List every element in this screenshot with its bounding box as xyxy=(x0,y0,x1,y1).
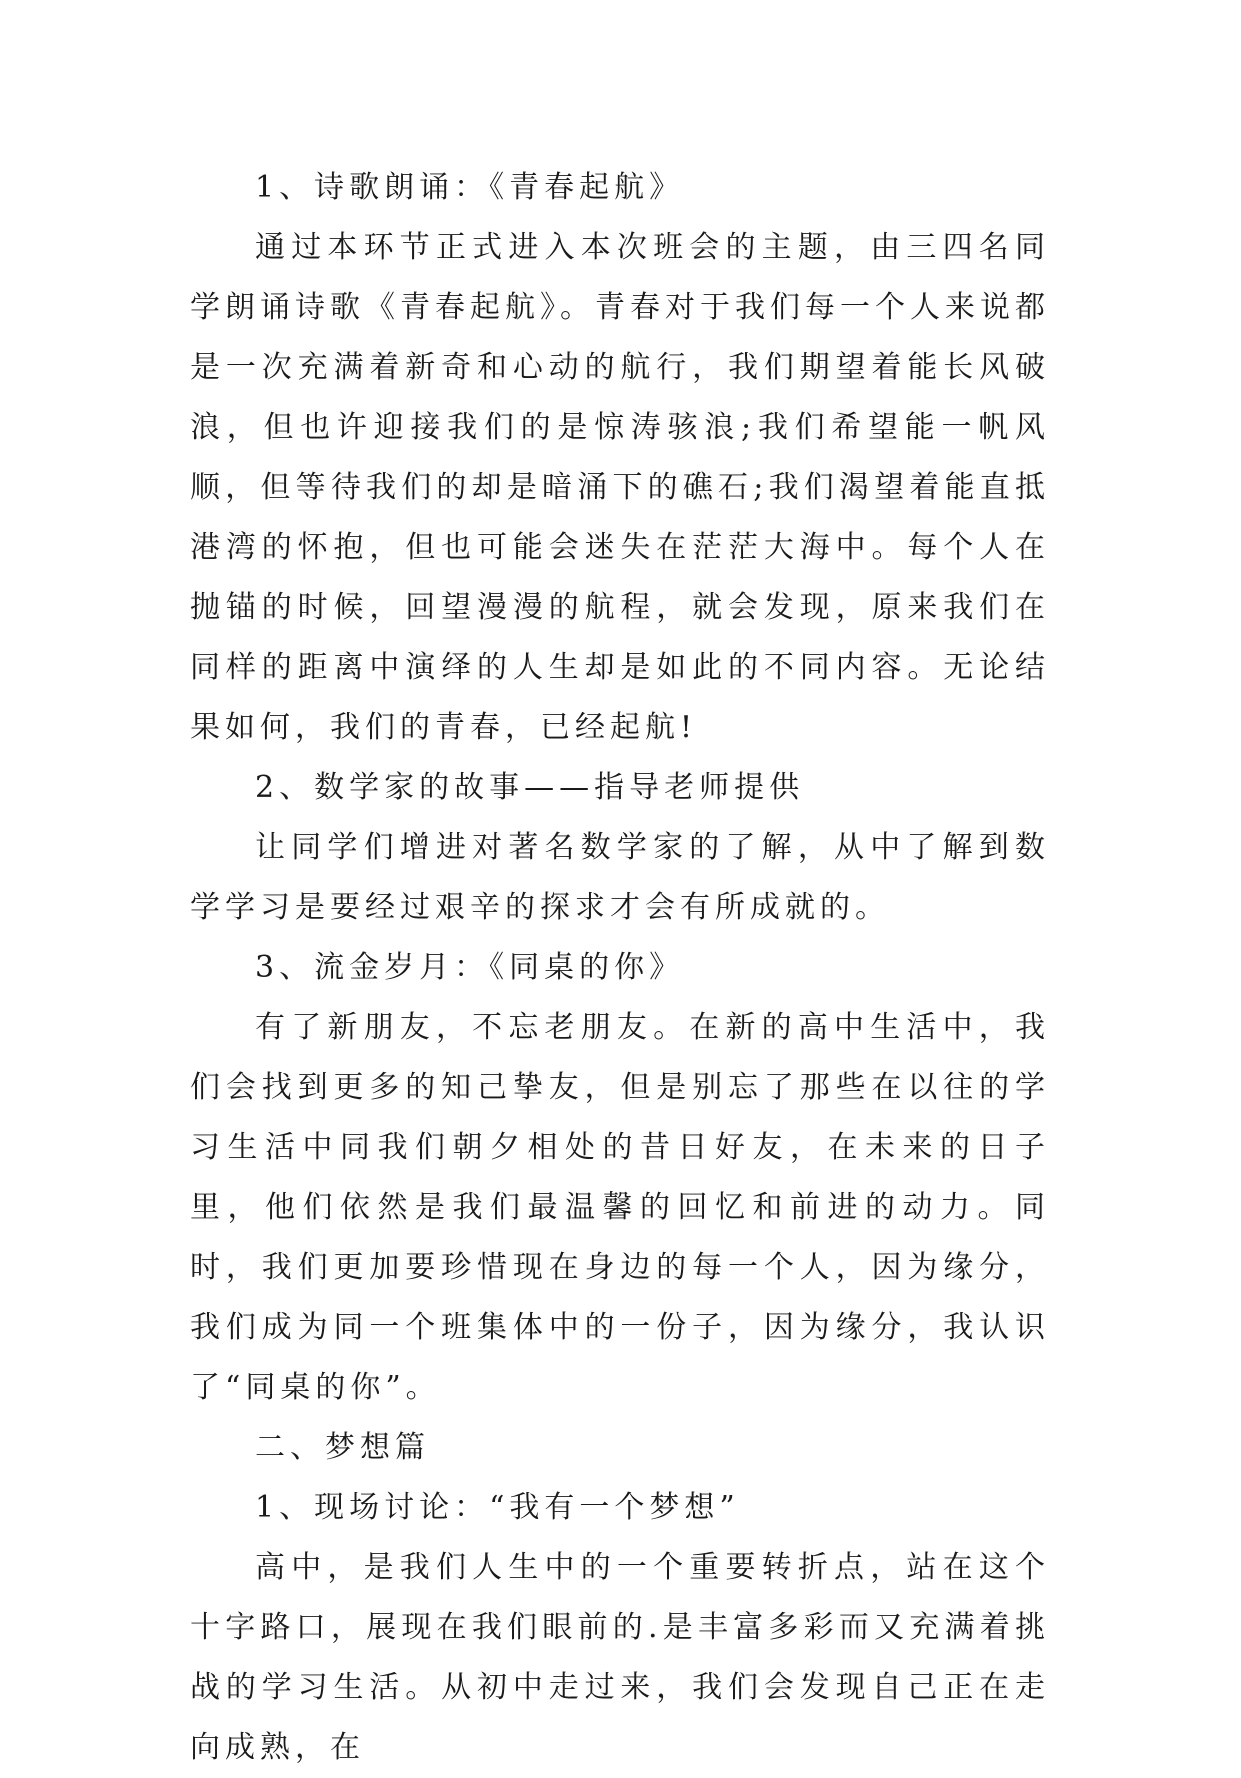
section-heading-golden-years: 3、流金岁月：《同桌的你》 xyxy=(255,950,685,985)
paragraph-mathematician-stories: 让同学们增进对著名数学家的了解，从中了解到数学学习是要经过艰辛的探求才会有所成就的。 xyxy=(190,830,1050,925)
document-body xyxy=(190,158,1050,1778)
part-heading-dreams: 二、梦想篇 xyxy=(255,1430,430,1465)
paragraph-golden-years: 有了新朋友，不忘老朋友。在新的高中生活中，我们会找到更多的知己挚友，但是别忘了那些在以往的学习生活中同我们朝夕相处的昔日好友，在未来的日子里，他们依然是我们最温馨的回忆和前进的动力。同时，我们更加要珍惜现在身边的每一个人，因为缘分，我们成为同一个班集体中的一份子，因为缘分，我认识了“同桌的你”。 xyxy=(190,1010,1050,1405)
section-heading-discussion: 1、现场讨论：“我有一个梦想” xyxy=(255,1490,740,1525)
paragraph-discussion: 高中，是我们人生中的一个重要转折点，站在这个十字路口，展现在我们眼前的.是丰富多彩而又充满着挑战的学习生活。从初中走过来，我们会发现自己正在走向成熟，在 xyxy=(190,1550,1050,1765)
paragraph-poetry-recital: 通过本环节正式进入本次班会的主题，由三四名同学朗诵诗歌《青春起航》。青春对于我们每一个人来说都是一次充满着新奇和心动的航行，我们期望着能长风破浪，但也许迎接我们的是惊涛骇浪;我们希望能一帆风顺，但等待我们的却是暗涌下的礁石;我们渴望着能直抵港湾的怀抱，但也可能会迷失在茫茫大海中。每个人在抛锚的时候，回望漫漫的航程，就会发现，原来我们在同样的距离中演绎的人生却是如此的不同内容。无论结果如何，我们的青春，已经起航! xyxy=(190,230,1050,745)
section-heading-mathematician-stories: 2、数学家的故事——指导老师提供 xyxy=(255,770,805,805)
section-heading-poetry-recital: 1、诗歌朗诵：《青春起航》 xyxy=(255,170,685,205)
